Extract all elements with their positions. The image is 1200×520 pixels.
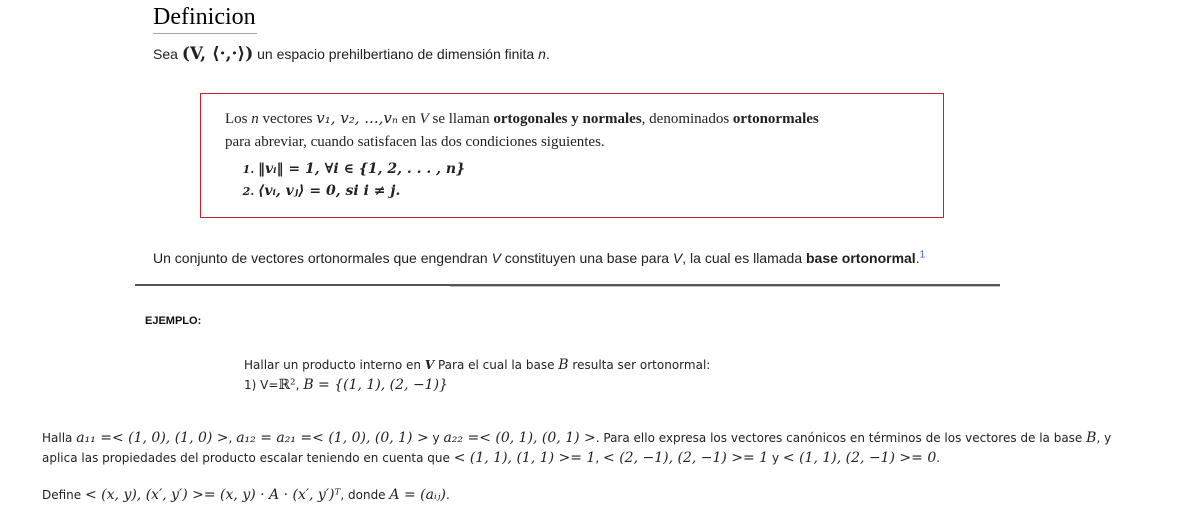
summary-paragraph [153, 250, 925, 266]
intro-paragraph [153, 44, 550, 64]
hint-math: a₁₂ = a₂₁ =< (1, 0), (0, 1) > [236, 430, 429, 446]
hint-text: , y [1096, 431, 1112, 445]
condition-item: 2. ⟨vᵢ, vⱼ⟩ = 0, si i ≠ j. [258, 183, 465, 199]
definition-text: , denominados [641, 111, 730, 127]
hint-text: , [228, 431, 233, 445]
summary-text: Un conjunto de vectores ortonormales que engendran [153, 250, 488, 266]
hint-text: Halla [42, 431, 73, 445]
definition-n: n [251, 111, 259, 127]
reference-link[interactable]: 1 [919, 249, 926, 261]
problem-basis: B = {(1, 1), (2, −1)} [303, 377, 448, 393]
problem-text: 1) V= [244, 378, 279, 392]
summary-V: V [672, 250, 683, 266]
hint-text: aplica las propiedades del producto escalar teniendo en cuenta que [42, 451, 450, 465]
section-divider-accent [450, 286, 1000, 287]
intro-end: . [545, 46, 550, 62]
definition-text: vectores [262, 111, 313, 127]
problem-line-2 [244, 375, 710, 395]
define-math: A = (aᵢⱼ) [389, 487, 446, 503]
define-text: , donde [340, 488, 386, 502]
intro-var: n [538, 46, 546, 62]
definition-text: se llaman [432, 111, 490, 127]
problem-text: , [295, 378, 300, 392]
summary-text: , la cual es llamada [682, 250, 803, 266]
summary-text: constituyen una base para [504, 250, 670, 266]
problem-line-1 [244, 355, 710, 375]
hint-math: < (1, 1), (2, −1) >= 0 [782, 450, 937, 466]
hint-text: y [771, 451, 780, 465]
hint-math: a₁₁ =< (1, 0), (1, 0) > [76, 430, 229, 446]
definition-text: Los [225, 111, 248, 127]
example-problem [244, 355, 710, 395]
hint-text: . [936, 451, 941, 465]
intro-text: un espacio prehilbertiano de dimensión finita [257, 46, 535, 62]
definition-box [200, 93, 944, 218]
definition-text: en [401, 111, 416, 127]
term-ortogonales-normales: ortogonales y normales [493, 111, 642, 127]
problem-R2: ℝ² [278, 377, 296, 393]
hint-math: < (2, −1), (2, −1) >= 1 [603, 450, 769, 466]
problem-text: Para el cual la base [437, 358, 555, 372]
conditions-list [239, 161, 465, 205]
problem-text: resulta ser ortonormal: [572, 358, 711, 372]
page-title: Definicion [153, 4, 257, 34]
definition-line-2: para abreviar, cuando satisfacen las dos condiciones siguientes. [225, 134, 605, 150]
definition-V: V [419, 111, 429, 127]
definition-line-1 [225, 109, 819, 128]
define-text: Define [42, 488, 82, 502]
summary-V: V [491, 250, 501, 266]
hint-math: a₂₂ =< (0, 1), (0, 1) > [443, 430, 596, 446]
define-paragraph [42, 487, 450, 503]
hint-text: y [432, 431, 440, 445]
hint-text: , [595, 451, 600, 465]
condition-item: 1. ‖vᵢ‖ = 1, ∀i ∈ {1, 2, . . . , n} [258, 161, 465, 177]
define-math: < (x, y), (x′, y′) >= (x, y) · A · (x′, y′)ᵀ [85, 487, 341, 503]
hint-math: < (1, 1), (1, 1) >= 1 [453, 450, 596, 466]
intro-prefix: Sea [153, 46, 178, 62]
define-text: . [445, 488, 450, 502]
example-label: EJEMPLO: [145, 315, 202, 327]
hint-paragraph [42, 428, 1192, 468]
term-ortonormales: ortonormales [732, 111, 819, 127]
hint-B: B [1086, 430, 1097, 446]
hint-text: . Para ello expresa los vectores canónicos en términos de los vectores de la base [595, 431, 1083, 445]
definition-vectors: v₁, v₂, ...,vₙ [316, 109, 398, 127]
intro-math: (V, ⟨·,·⟩) [181, 44, 254, 64]
summary-text: . [915, 250, 920, 266]
problem-B: B [558, 357, 569, 373]
problem-V: V [424, 358, 435, 372]
term-base-ortonormal: base ortonormal [806, 250, 916, 266]
problem-text: Hallar un producto interno en [244, 358, 421, 372]
